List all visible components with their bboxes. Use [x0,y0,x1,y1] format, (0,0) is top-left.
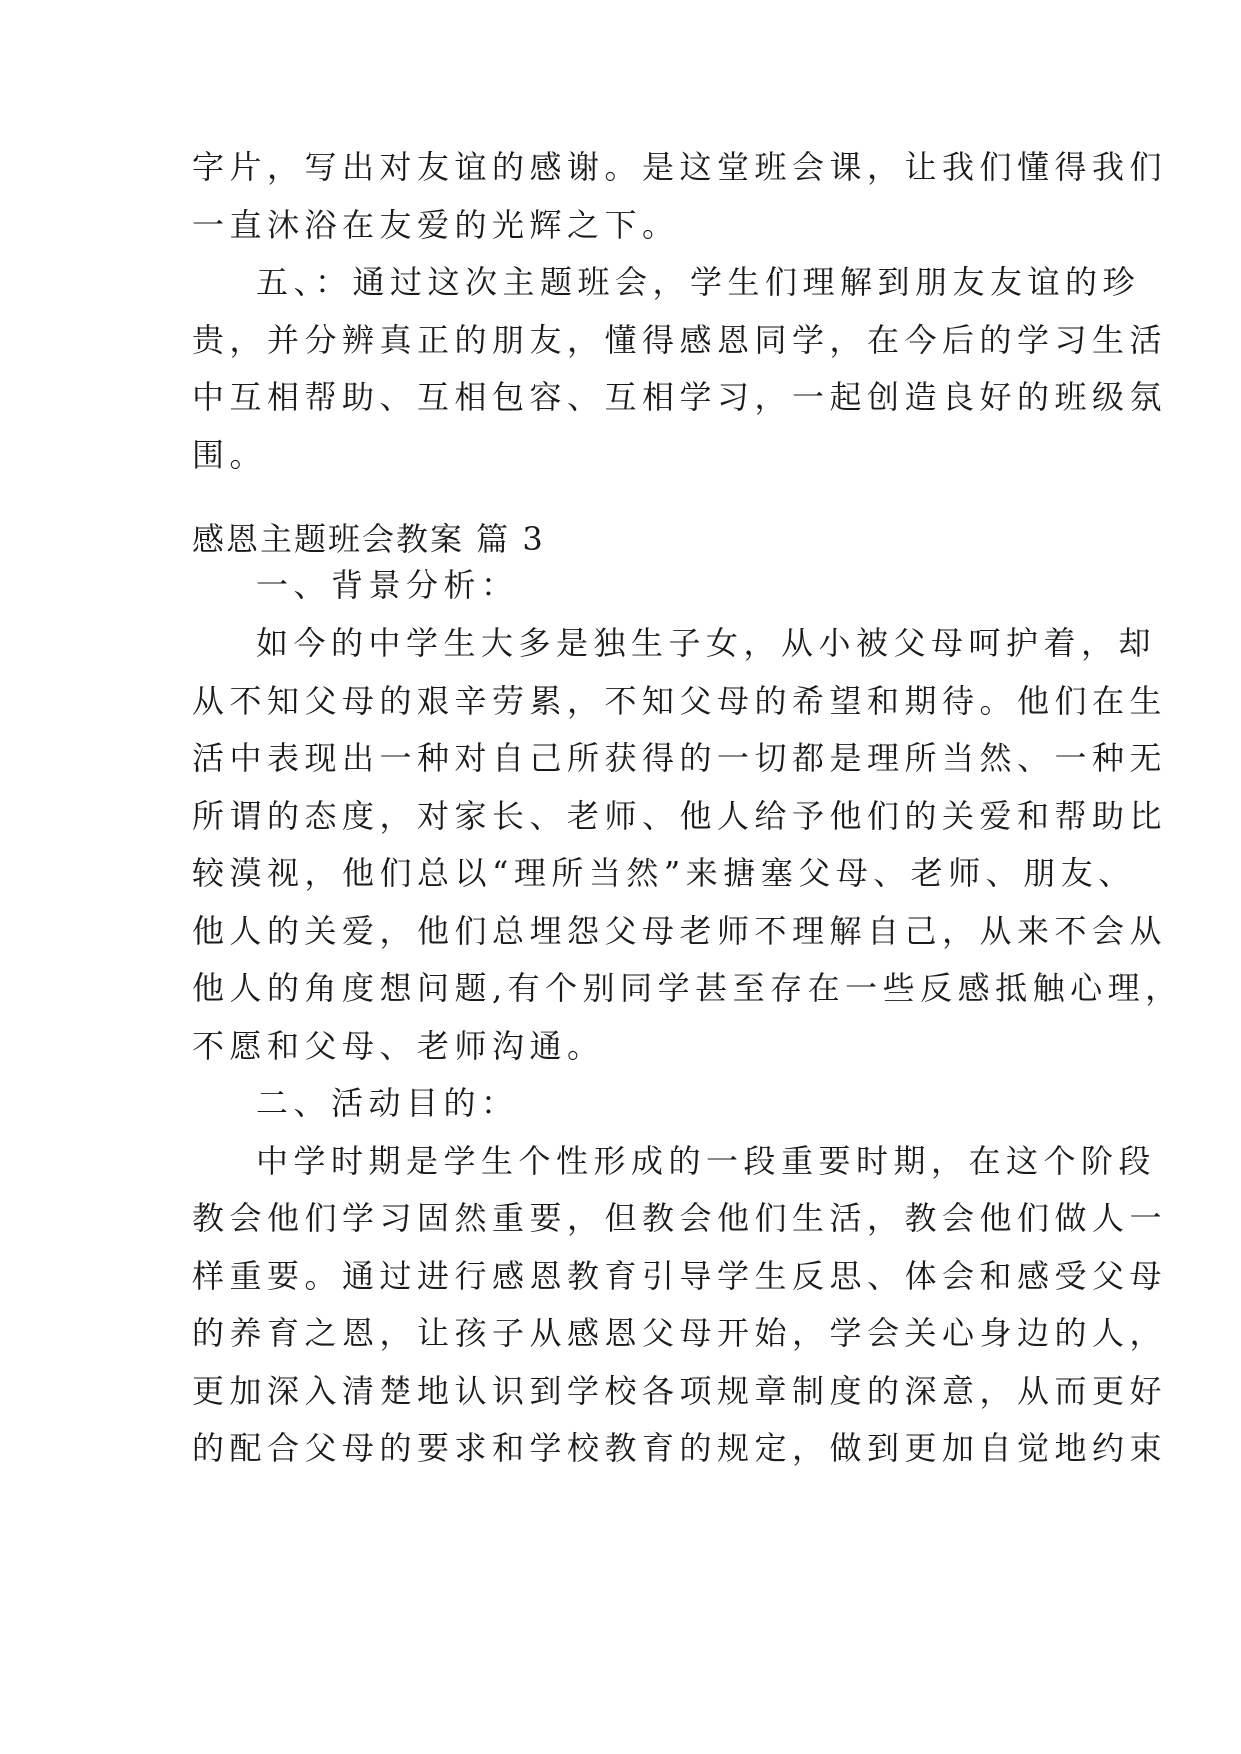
paragraph-line: 中互相帮助、互相包容、互相学习，一起创造良好的班级氛 [192,378,1168,416]
paragraph-line: 的配合父母的要求和学校教育的规定，做到更加自觉地约束 [192,1429,1168,1467]
paragraph-line: 较漠视，他们总以“理所当然”来搪塞父母、老师、朋友、 [192,854,1136,892]
section-heading: 二、活动目的： [256,1084,519,1122]
section-heading: 一、背景分析： [256,566,519,604]
paragraph-line: 中学时期是学生个性形成的一段重要时期，在这个阶段 [256,1142,1157,1180]
paragraph-line: 不愿和父母、老师沟通。 [192,1027,605,1065]
paragraph-line: 所谓的态度，对家长、老师、他人给予他们的关爱和帮助比 [192,797,1168,835]
paragraph-line: 他人的关爱，他们总埋怨父母老师不理解自己，从来不会从 [192,912,1168,950]
paragraph-line: 更加深入清楚地认识到学校各项规章制度的深意，从而更好 [192,1372,1168,1410]
paragraph-line: 他人的角度想问题,有个别同学甚至存在一些反感抵触心理， [192,969,1183,1007]
paragraph-line: 字片，写出对友谊的感谢。是这堂班会课，让我们懂得我们 [192,148,1168,186]
paragraph-line: 如今的中学生大多是独生子女，从小被父母呵护着，却 [256,624,1157,662]
paragraph-line: 围。 [192,436,268,474]
paragraph-line: 从不知父母的艰辛劳累，不知父母的希望和期待。他们在生 [192,682,1168,720]
section-title: 感恩主题班会教案 篇 3 [192,520,545,558]
paragraph-line: 样重要。通过进行感恩教育引导学生反思、体会和感受父母 [192,1257,1168,1295]
paragraph-line: 的养育之恩，让孩子从感恩父母开始，学会关心身边的人， [192,1314,1168,1352]
paragraph-line: 五、：通过这次主题班会，学生们理解到朋友友谊的珍 [256,263,1141,301]
paragraph-line: 贵，并分辨真正的朋友，懂得感恩同学，在今后的学习生活 [192,321,1168,359]
paragraph-line: 活中表现出一种对自己所获得的一切都是理所当然、一种无 [192,739,1168,777]
paragraph-line: 一直沐浴在友爱的光辉之下。 [192,206,680,244]
paragraph-line: 教会他们学习固然重要，但教会他们生活，教会他们做人一 [192,1199,1168,1237]
